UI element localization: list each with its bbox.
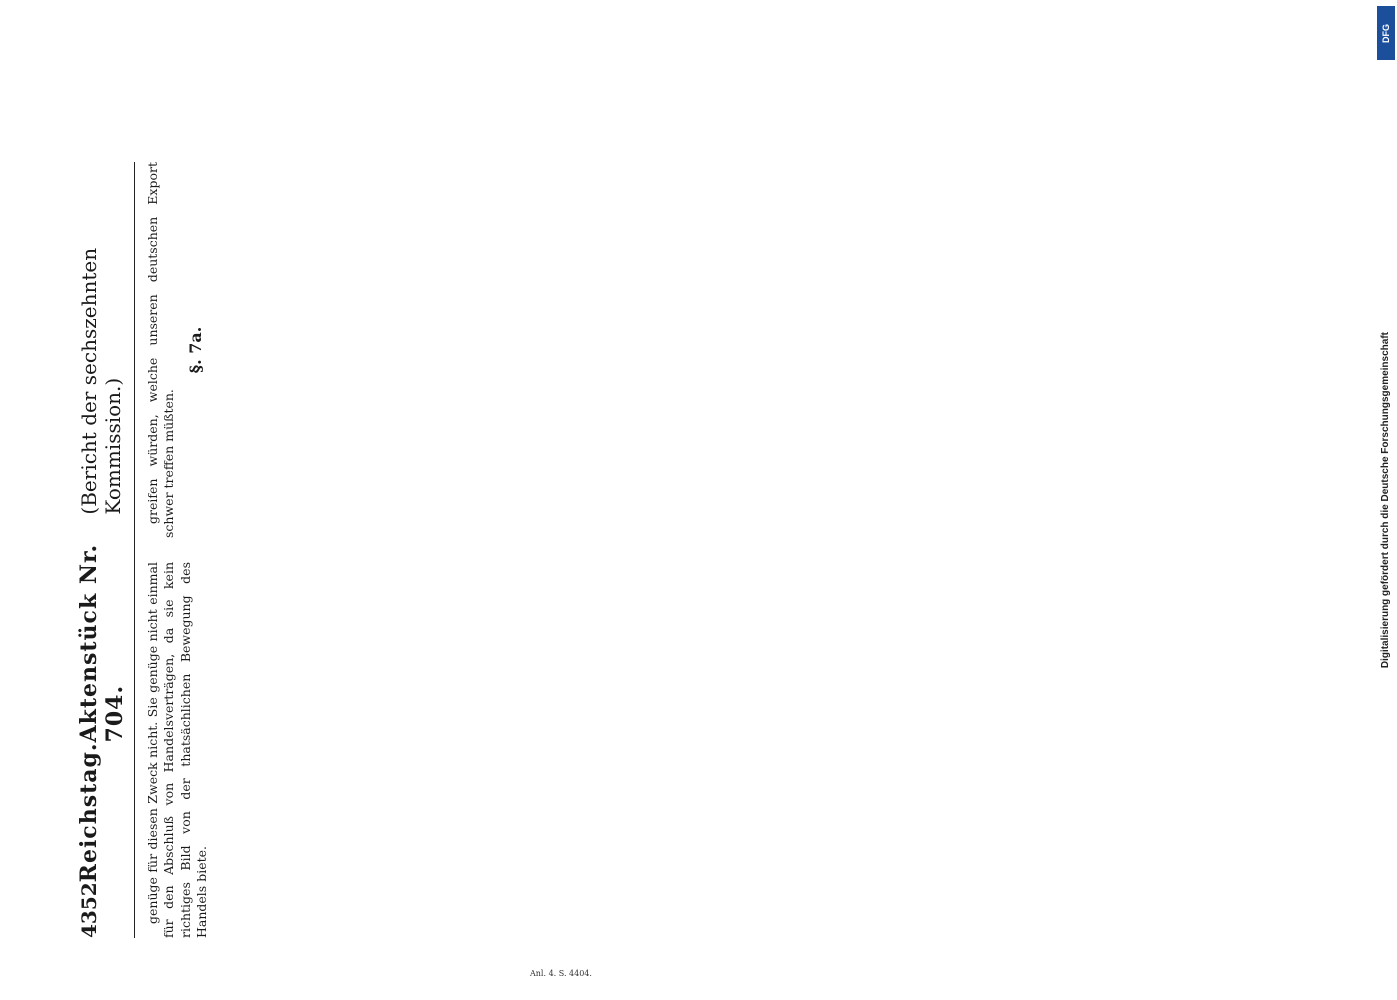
left-title: Reichstag. bbox=[76, 742, 102, 883]
page-number: 4352 bbox=[77, 882, 101, 938]
right-title: (Bericht der sechszehnten Kommission.) bbox=[77, 247, 125, 515]
text-columns bbox=[145, 162, 215, 938]
section-heading: §. 7a. bbox=[185, 326, 205, 374]
document-page bbox=[60, 140, 1380, 978]
rotated-page bbox=[60, 140, 1380, 978]
center-title: Aktenstück Nr. 704. bbox=[76, 543, 128, 743]
paragraph: greifen würden, welche unseren deutschen Export schwer treffen müßten. bbox=[145, 162, 177, 538]
credit-text: Digitalisierung gefördert durch die Deutsche Forschungsgemeinschaft bbox=[1379, 331, 1391, 669]
dfg-logo: DFG bbox=[1377, 6, 1395, 60]
running-head bbox=[76, 162, 135, 938]
right-column bbox=[145, 162, 215, 538]
marginal-note: Anl. 4. S. 4404. bbox=[530, 969, 592, 978]
left-column bbox=[145, 562, 215, 938]
paragraph: genüge für diesen Zweck nicht. Sie genüge nicht einmal für den Abschluß von Handelsverträgen, da sie kein richtiges Bild von der thatsächlichen Bewegung des Handels biete. bbox=[145, 562, 209, 938]
